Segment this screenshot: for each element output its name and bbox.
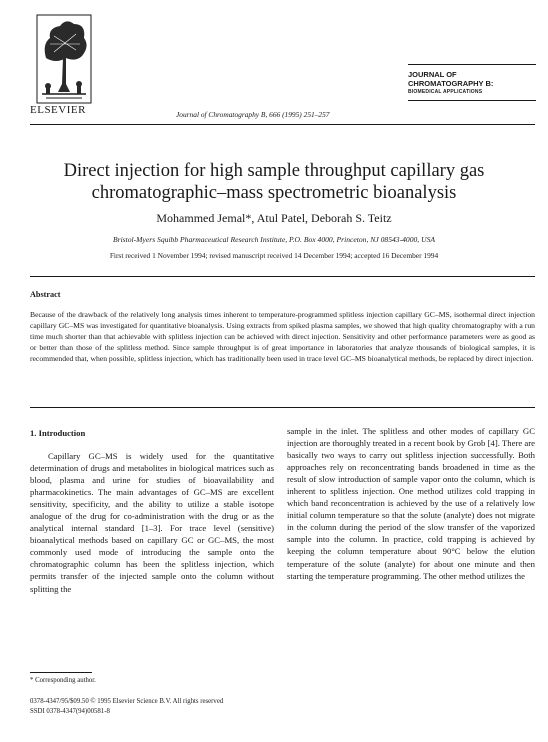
abstract-divider <box>30 407 535 408</box>
header-divider <box>30 124 535 125</box>
journal-citation: Journal of Chromatography B, 666 (1995) 251–257 <box>176 110 330 119</box>
footnote-rule <box>30 672 92 673</box>
journal-rule-bottom <box>408 100 536 101</box>
journal-line-3: BIOMEDICAL APPLICATIONS <box>408 89 483 95</box>
author-list: Mohammed Jemal*, Atul Patel, Deborah S. Teitz <box>156 211 392 225</box>
body-column-left: Capillary GC–MS is widely used for the quantitative determination of drugs and metabolites in biological matrices such as blood, plasma and urine for studies of bioavailability and pharmacokinetics. The main advantages of GC–MS are excellent sensitivity, specificity, and the ability to utilize a stable isotope analogue of the drug for co-administration with the drug or as the analytical internal standard [1–3]. For trace level (sensitive) bioanalytical methods based on capillary GC or GC–MS, the most commonly used mode of introducing the sample onto the chromatographic column has been the splitless injection, which permits transfer of the injected sample onto the column without splitting the <box>30 451 274 594</box>
received-dates: First received 1 November 1994; revised manuscript received 14 December 1994; accepted 16 December 1994 <box>109 251 439 260</box>
journal-rule-top <box>408 64 536 65</box>
abstract-text: Because of the drawback of the relatively long analysis times inherent to temperature-programmed splitless injection capillary GC–MS, isothermal direct injection capillary GC–MS was investigated for quantitative bioanalysis. Using extracts from spiked plasma samples, we showed that high quality chromatography with a run time much shorter than that achievable with splitless injection can be achieved with direct injection. Sensitivity and other performance parameters were as good as or better than those of the splitless method. Since sample throughput is of great importance in laboratories that analyze thousands of biological samples, it is recommended that, when possible, splitless injection, which has traditionally been used in trace level GC–MS bioanalytical methods, be replaced by direct injection. <box>30 310 535 363</box>
abstract-heading: Abstract <box>30 290 61 299</box>
article-title: Direct injection for high sample throughput capillary gas chromatographic–mass spectrometric bioanalysis <box>63 161 485 203</box>
publisher-name: ELSEVIER <box>30 104 86 116</box>
footnote: * Corresponding author. <box>30 677 96 684</box>
copyright-line: 0378-4347/95/$09.50 © 1995 Elsevier Science B.V. All rights reserved <box>30 698 224 705</box>
title-divider <box>30 276 535 277</box>
journal-line-2: CHROMATOGRAPHY B: <box>408 79 494 88</box>
elsevier-tree-logo <box>36 14 92 114</box>
copyright-issn <box>30 697 223 716</box>
body-column-right: sample in the inlet. The splitless and other modes of capillary GC injection are thoroughly treated in a recent book by Grob [4]. There are basically two ways to carry out splitless injection successfully. Both approaches rely on reconcentrating bands broadened in time as the result of slow introduction of sample vapor onto the column, which is inherent to splitless injection. One method utilizes cold trapping in which band reconcentration is achieved by the use of a relatively low initial column temperature so that the solute (analyte) does not migrate in the column during the period of the slow transfer of the vaporized sample into the column. In practice, cold trapping is achieved by keeping the column temperature about 90°C below the elution temperature of the solute (analyte) for about one minute and then starting the temperature programming. The other method utilizes the <box>287 426 535 581</box>
journal-name-block <box>408 70 538 96</box>
author-affiliation: Bristol-Myers Squibb Pharmaceutical Research Institute, P.O. Box 4000, Princeton, NJ 08543-4000, USA <box>112 235 436 244</box>
journal-line-1: JOURNAL OF <box>408 70 457 79</box>
ssdi-line: SSDI 0378-4347(94)00581-8 <box>30 707 110 715</box>
section-heading: 1. Introduction <box>30 428 86 438</box>
